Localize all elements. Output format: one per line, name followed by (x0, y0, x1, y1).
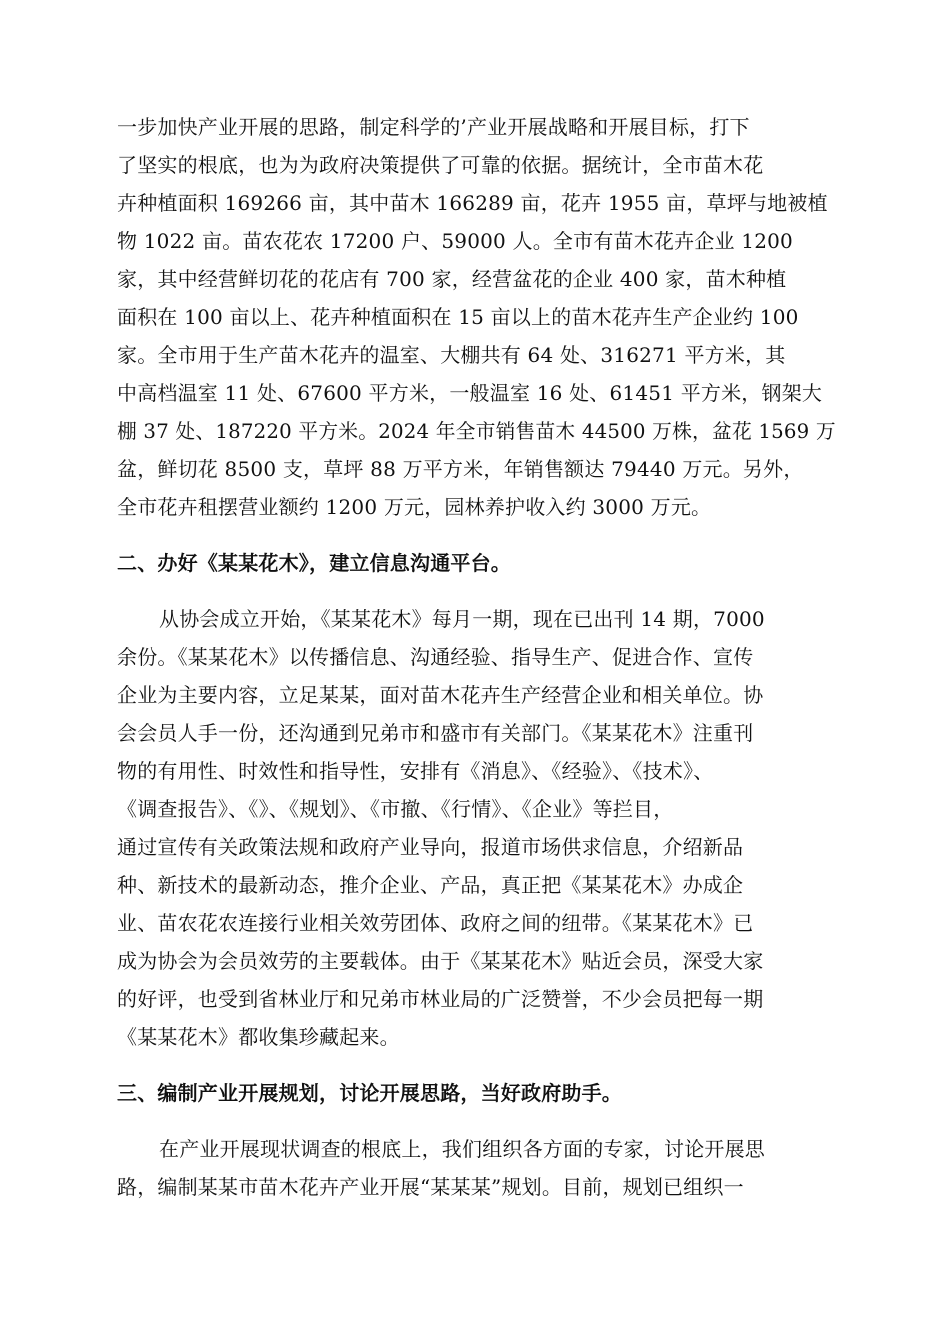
section-heading-3: 三、编制产业开展规划，讨论开展思路，当好政府助手。 (117, 1081, 622, 1105)
text-line: 家，其中经营鲜切花的花店有 700 家，经营盆花的企业 400 家，苗木种植 (117, 267, 787, 291)
text-line: 从协会成立开始，《某某花木》每月一期，现在已出刊 14 期，7000 (159, 607, 765, 631)
text-line: 家。全市用于生产苗木花卉的温室、大棚共有 64 处、316271 平方米，其 (117, 343, 786, 367)
text-line: 种、新技术的最新动态，推介企业、产品，真正把《某某花木》办成企 (117, 873, 744, 897)
text-line: 面积在 100 亩以上、花卉种植面积在 15 亩以上的苗木花卉生产企业约 100 (117, 305, 799, 329)
text-line: 《调查报告》、《》、《规划》、《市撤、《行情》、《企业》等拦目， (117, 797, 674, 821)
text-line: 《某某花木》都收集珍藏起来。 (117, 1025, 400, 1049)
text-line: 中高档温室 11 处、67600 平方米，一般温室 16 处、61451 平方米，钢架大 (117, 381, 823, 405)
text-line: 棚 37 处、187220 平方米。2024 年全市销售苗木 44500 万株，盆花 1569 万 (117, 419, 836, 443)
text-line: 成为协会为会员效劳的主要载体。由于《某某花木》贴近会员，深受大家 (117, 949, 764, 973)
text-line: 全市花卉租摆营业额约 1200 万元，园林养护收入约 3000 万元。 (117, 495, 712, 519)
text-line: 卉种植面积 169266 亩，其中苗木 166289 亩，花卉 1955 亩，草坪与地被植 (117, 191, 828, 215)
text-line: 余份。《某某花木》以传播信息、沟通经验、指导生产、促进合作、宣传 (117, 645, 754, 669)
section-heading-2: 二、办好《某某花木》，建立信息沟通平台。 (117, 551, 511, 575)
text-line: 一步加快产业开展的思路，制定科学的’产业开展战略和开展目标，打下 (117, 115, 750, 139)
text-line: 会会员人手一份，还沟通到兄弟市和盛市有关部门。《某某花木》注重刊 (117, 721, 754, 745)
text-line: 通过宣传有关政策法规和政府产业导向，报道市场供求信息，介绍新品 (117, 835, 744, 859)
text-line: 路，编制某某市苗木花卉产业开展“某某某”规划。目前，规划已组织一 (117, 1175, 744, 1199)
text-line: 物的有用性、时效性和指导性，安排有《消息》、《经验》、《技术》、 (117, 759, 714, 783)
text-line: 企业为主要内容，立足某某，面对苗木花卉生产经营企业和相关单位。协 (117, 683, 764, 707)
text-line: 了坚实的根底，也为为政府决策提供了可靠的依据。据统计，全市苗木花 (117, 153, 764, 177)
text-line: 物 1022 亩。苗农花农 17200 户、59000 人。全市有苗木花卉企业 1200 (117, 229, 793, 253)
text-line: 盆，鲜切花 8500 支，草坪 88 万平方米，年销售额达 79440 万元。另外， (117, 457, 804, 481)
text-line: 在产业开展现状调查的根底上，我们组织各方面的专家，讨论开展思 (159, 1137, 765, 1161)
text-line: 业、苗农花农连接行业相关效劳团体、政府之间的纽带。《某某花木》已 (117, 911, 754, 935)
text-line: 的好评，也受到省林业厅和兄弟市林业局的广泛赞誉，不少会员把每一期 (117, 987, 764, 1011)
